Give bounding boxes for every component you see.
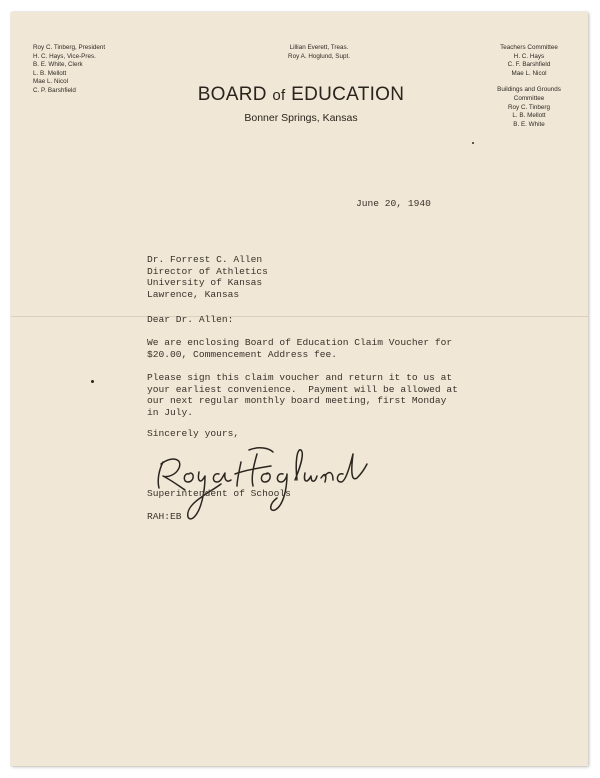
fold-line [11, 316, 588, 317]
body-line: in July. [147, 406, 194, 418]
member-line: Mae L. Nicol [33, 78, 68, 86]
ink-speck [472, 142, 474, 144]
member-line: Roy C. Tinberg, President [33, 44, 106, 51]
committee-heading: Committee [513, 94, 545, 102]
signer-title: Superintendent of Schools [147, 488, 291, 499]
officer-line: Lillian Everett, Treas. [289, 44, 349, 51]
address-line: Director of Athletics [147, 265, 268, 277]
committees-column [489, 44, 569, 129]
body-line: We are enclosing Board of Education Claim Voucher for [147, 337, 453, 348]
ink-speck [91, 380, 94, 383]
body-paragraph [147, 372, 458, 418]
committee-member: C. F. Barshfield [507, 61, 551, 69]
title-word: EDUCATION [291, 84, 405, 105]
member-line: L. B. Mellott [33, 69, 67, 77]
title-word: of [272, 87, 286, 104]
title-word: BOARD [197, 84, 267, 105]
committee-member: H. C. Hays [513, 52, 545, 60]
address-line: Lawrence, Kansas [147, 288, 240, 300]
address-line: Dr. Forrest C. Allen [147, 254, 263, 265]
committee-member: L. B. Mellott [512, 112, 546, 120]
board-members-column [33, 44, 105, 96]
officers-column [269, 44, 369, 61]
member-line: C. P. Barshfield [33, 86, 76, 94]
recipient-address [147, 254, 268, 300]
letterhead-title [161, 84, 441, 106]
committee-member: Roy C. Tinberg [508, 103, 550, 111]
letter-page [11, 12, 588, 766]
committee-member: B. E. White [513, 120, 545, 128]
body-line: $20.00, Commencement Address fee. [147, 348, 337, 360]
salutation: Dear Dr. Allen: [147, 314, 234, 325]
committee-heading: Teachers Committee [500, 44, 558, 51]
member-line: B. E. White, Clerk [33, 61, 83, 69]
officer-line: Roy A. Hoglund, Supt. [288, 52, 350, 60]
address-line: University of Kansas [147, 277, 263, 289]
member-line: H. C. Hays, Vice-Pres. [33, 52, 96, 60]
reference-initials: RAH:EB [147, 511, 182, 522]
letter-date: June 20, 1940 [356, 198, 431, 209]
committee-heading: Buildings and Grounds [497, 86, 561, 94]
body-line: Please sign this claim voucher and return it to us at [147, 372, 453, 383]
complimentary-close: Sincerely yours, [147, 428, 240, 439]
body-line: our next regular monthly board meeting, first Monday [147, 395, 447, 407]
letterhead-location: Bonner Springs, Kansas [244, 112, 358, 124]
body-paragraph [147, 337, 452, 360]
committee-member: Mae L. Nicol [511, 69, 547, 77]
handwritten-signature [149, 440, 379, 525]
body-line: your earliest convenience. Payment will be allowed at [147, 383, 458, 395]
